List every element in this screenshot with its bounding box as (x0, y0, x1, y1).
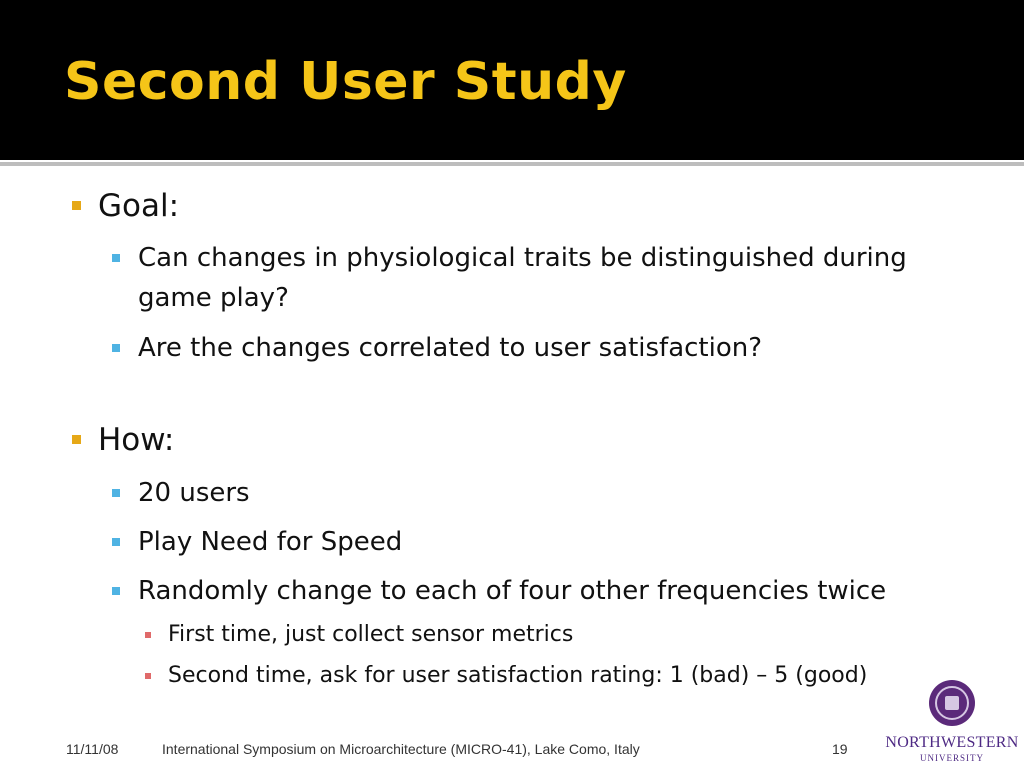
slide-title: Second User Study (64, 52, 627, 112)
bullet-square-icon (112, 538, 120, 546)
how-item-text: Play Need for Speed (138, 527, 403, 557)
how-subitem-2 (145, 663, 905, 688)
bullet-square-icon (112, 254, 120, 262)
how-item-text: 20 users (138, 478, 250, 508)
footer-date: 11/11/08 (66, 741, 119, 757)
bullet-square-icon (72, 435, 81, 444)
how-label: How: (98, 422, 175, 458)
logo-sub: UNIVERSITY (920, 753, 984, 763)
goal-item-text: Are the changes correlated to user satisfaction? (138, 333, 763, 363)
bullet-square-icon (112, 489, 120, 497)
goal-item-text: Can changes in physiological traits be distinguished during game play? (138, 243, 907, 313)
how-item-2 (112, 522, 972, 562)
goal-item-1 (112, 238, 972, 318)
bullet-square-icon (72, 201, 81, 210)
title-divider (0, 162, 1024, 166)
how-subitem-text: First time, just collect sensor metrics (168, 622, 574, 647)
how-item-text: Randomly change to each of four other frequencies twice (138, 576, 887, 606)
how-subitem-1 (145, 622, 905, 647)
footer-conference: International Symposium on Microarchitecture (MICRO-41), Lake Como, Italy (162, 741, 640, 757)
footer-page-number: 19 (832, 741, 848, 757)
title-bar (0, 0, 1024, 160)
bullet-square-icon (112, 344, 120, 352)
how-subitem-text: Second time, ask for user satisfaction rating: 1 (bad) – 5 (good) (168, 663, 868, 688)
bullet-how (72, 422, 174, 458)
northwestern-logo (884, 680, 1020, 764)
bullet-goal (72, 188, 179, 224)
goal-item-2 (112, 328, 972, 368)
bullet-square-icon (145, 632, 151, 638)
goal-label: Goal: (98, 188, 180, 224)
how-item-3 (112, 571, 992, 611)
university-seal-icon (929, 680, 975, 726)
how-item-1 (112, 473, 972, 513)
bullet-square-icon (145, 673, 151, 679)
bullet-square-icon (112, 587, 120, 595)
logo-name: NORTHWESTERN (885, 734, 1019, 751)
